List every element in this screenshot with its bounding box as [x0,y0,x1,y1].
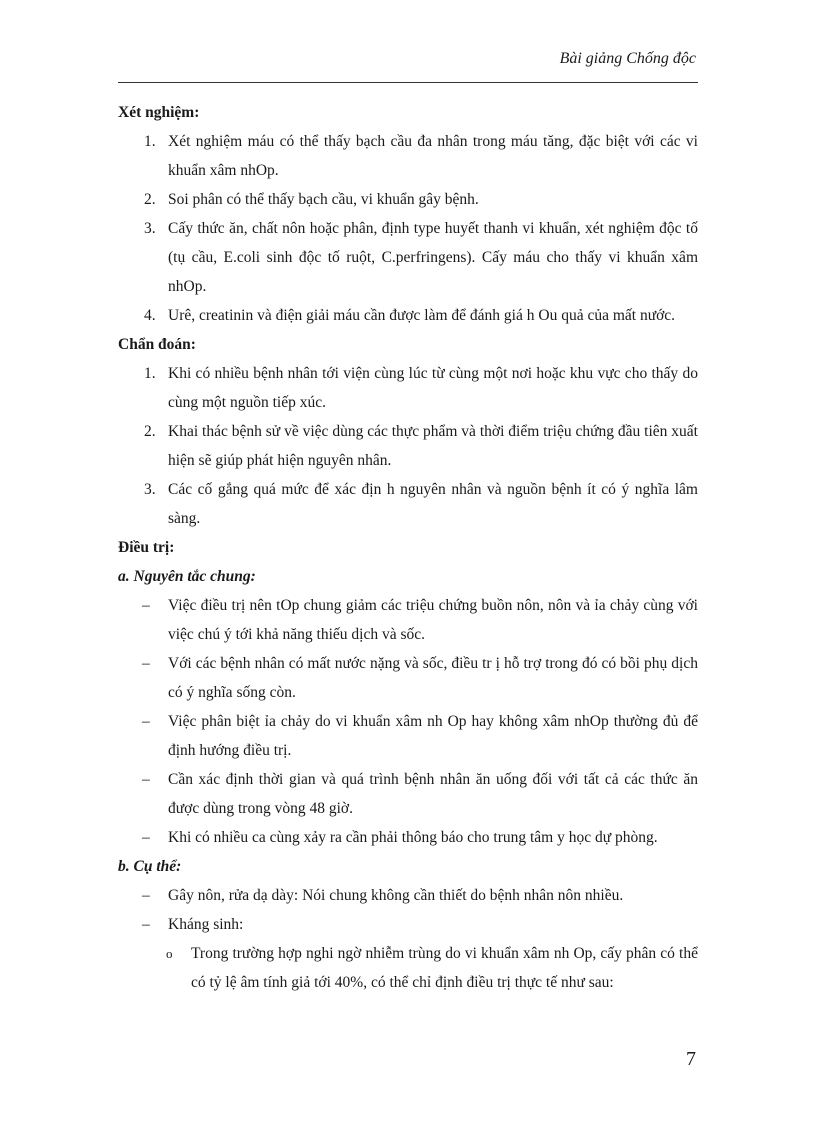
list-item: 1. Xét nghiệm máu có thể thấy bạch cầu đa nhân trong máu tăng, đặc biệt với các vi khuẩn xâm nhOp. [144,133,698,179]
list-item: – Khi có nhiều ca cùng xảy ra cần phải thông báo cho trung tâm y học dự phòng. [142,829,658,846]
section-heading-treatment: Điều trị: [118,539,175,556]
antibiotics-sublist [118,939,698,997]
header-rule [118,82,698,83]
list-item: 2. Khai thác bệnh sử về việc dùng các thực phẩm và thời điểm triệu chứng đầu tiên xuất hiện sẽ giúp phát hiện nguyên nhân. [144,423,698,469]
section-heading-diagnosis: Chẩn đoán: [118,336,196,353]
section-heading-tests: Xét nghiệm: [118,104,200,121]
list-item: – Với các bệnh nhân có mất nước nặng và sốc, điều tr ị hỗ trợ trong đó có bồi phụ dịch có ý nghĩa sống còn. [142,655,698,701]
list-item: – Gây nôn, rửa dạ dày: Nói chung không cần thiết do bệnh nhân nôn nhiều. [142,887,624,904]
subheading-specific: b. Cụ thể: [118,858,182,875]
list-item: 4. Urê, creatinin và điện giải máu cần được làm để đánh giá h Ou quả của mất nước. [144,307,676,324]
document-body [118,98,698,997]
list-item: – Cần xác định thời gian và quá trình bệnh nhân ăn uống đối với tất cả các thức ăn được dùng trong vòng 48 giờ. [142,771,698,817]
list-item: 3. Cấy thức ăn, chất nôn hoặc phân, định type huyết thanh vi khuẩn, xét nghiệm độc tố (tụ cầu, E.coli sinh độc tố ruột, C.perfringens). Cấy máu cho thấy vi khuẩn xâm nhOp. [144,220,698,295]
list-item: 3. Các cố gắng quá mức để xác địn h nguyên nhân và nguồn bệnh ít có ý nghĩa lâm sàng. [144,481,698,527]
list-item: o Trong trường hợp nghi ngờ nhiễm trùng do vi khuẩn xâm nh Op, cấy phân có thể có tỷ lệ âm tính giả tới 40%, có thể chỉ định điều trị thực tế như sau: [166,945,698,991]
page-number: 7 [686,1048,696,1070]
list-item: – Kháng sinh: [142,916,244,933]
diagnosis-list [118,359,698,533]
list-item: 1. Khi có nhiều bệnh nhân tới viện cùng lúc từ cùng một nơi hoặc khu vực cho thấy do cùng một nguồn tiếp xúc. [144,365,698,411]
specific-list [118,881,698,939]
subheading-general-principles: a. Nguyên tắc chung: [118,568,256,585]
list-item: 2. Soi phân có thể thấy bạch cầu, vi khuẩn gây bệnh. [144,191,479,208]
general-principles-list [118,591,698,852]
list-item: – Việc điều trị nên tOp chung giảm các triệu chứng buồn nôn, nôn và ỉa chảy cùng với việc chú ý tới khả năng thiếu dịch và sốc. [142,597,698,643]
list-item: – Việc phân biệt ỉa chảy do vi khuẩn xâm nh Op hay không xâm nhOp thường đủ để định hướng điều trị. [142,713,698,759]
tests-list [118,127,698,330]
page-header-title: Bài giảng Chống độc [559,50,696,67]
